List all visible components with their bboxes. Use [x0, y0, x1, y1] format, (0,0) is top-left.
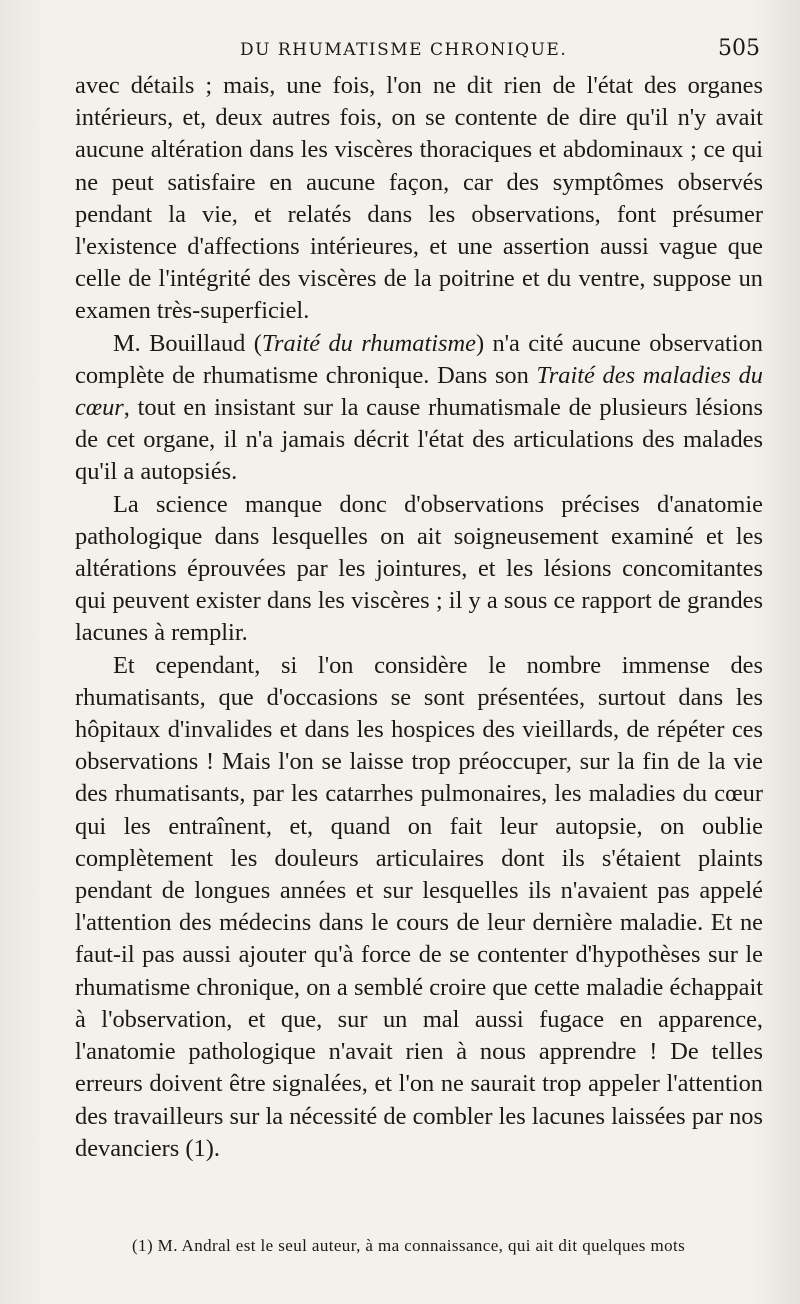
paragraph-3: La science manque donc d'observations précises d'anatomie pathologique dans lesquelles on ait soigneusement examiné et les altérations éprouvées par les jointures, et les lésions concomitantes qui peuvent exister dans les viscères ; il y a sous ce rapport de grandes lacunes à remplir. [75, 490, 763, 647]
paragraph-4: Et cependant, si l'on considère le nombre immense des rhumatisants, que d'occasions se sont présentées, surtout dans les hôpitaux d'invalides et dans les hospices des vieillards, de répéter ces observations ! Mais l'on se laisse trop préoccuper, sur la fin de la vie des rhumatisants, par les catarrhes pulmonaires, les maladies du cœur qui les entraînent, et, quand on fait leur autopsie, on oublie complètement les douleurs articulaires dont ils s'étaient plaints pendant de longues années et sur lesquelles ils n'avaient pas appelé l'attention des médecins dans le cours de leur dernière maladie. Et ne faut-il pas aussi ajouter qu'à force de se contenter d'hypothèses sur le rhumatisme chronique, on a semblé croire que cette maladie échappait à l'observation, et que, sur un mal aussi fugace en apparence, l'anatomie pathologique n'avait rien à nous apprendre ! De telles erreurs doivent être signalées, et l'on ne saurait trop appeler l'attention des travailleurs sur la nécessité de combler les lacunes laissées par nos devanciers (1). [75, 651, 763, 1162]
paragraph-2 [75, 328, 763, 489]
paragraph-1: avec détails ; mais, une fois, l'on ne dit rien de l'état des organes intérieurs, et, deux autres fois, on se contente de dire qu'il n'y avait aucune altération dans les viscères thoraciques et abdominaux ; ce qui ne peut satisfaire en aucune façon, car des symptômes observés pendant la vie, et relatés dans les observations, font présumer l'existence d'affections intérieures, et une assertion aussi vague que celle de l'intégrité des viscères de la poitrine et du ventre, suppose un examen très-superficiel. [75, 72, 763, 325]
body-text [75, 70, 763, 1165]
running-header [70, 36, 760, 66]
running-title: DU RHUMATISME CHRONIQUE. [240, 40, 568, 60]
book-title-traite-du-rhumatisme: Traité du rhumatisme [261, 329, 476, 357]
page-number: 505 [718, 36, 760, 61]
footnote: (1) M. Andral est le seul auteur, à ma connaissance, qui ait dit quelques mots [132, 1236, 686, 1255]
paragraph-2-text: M. Bouillaud ( [113, 329, 262, 357]
paragraph-2-text: , tout en insistant sur la cause rhumatismale de plusieurs lésions de cet organe, il n'a jamais décrit l'état des articulations des malades qu'il a autopsiés. [75, 394, 763, 486]
book-title-traite-des-maladies-du-coeur: Traité des maladies du cœur [75, 361, 763, 422]
paragraph-2-text: ) n'a cité aucune observation complète de rhumatisme chronique. Dans son [75, 329, 763, 389]
